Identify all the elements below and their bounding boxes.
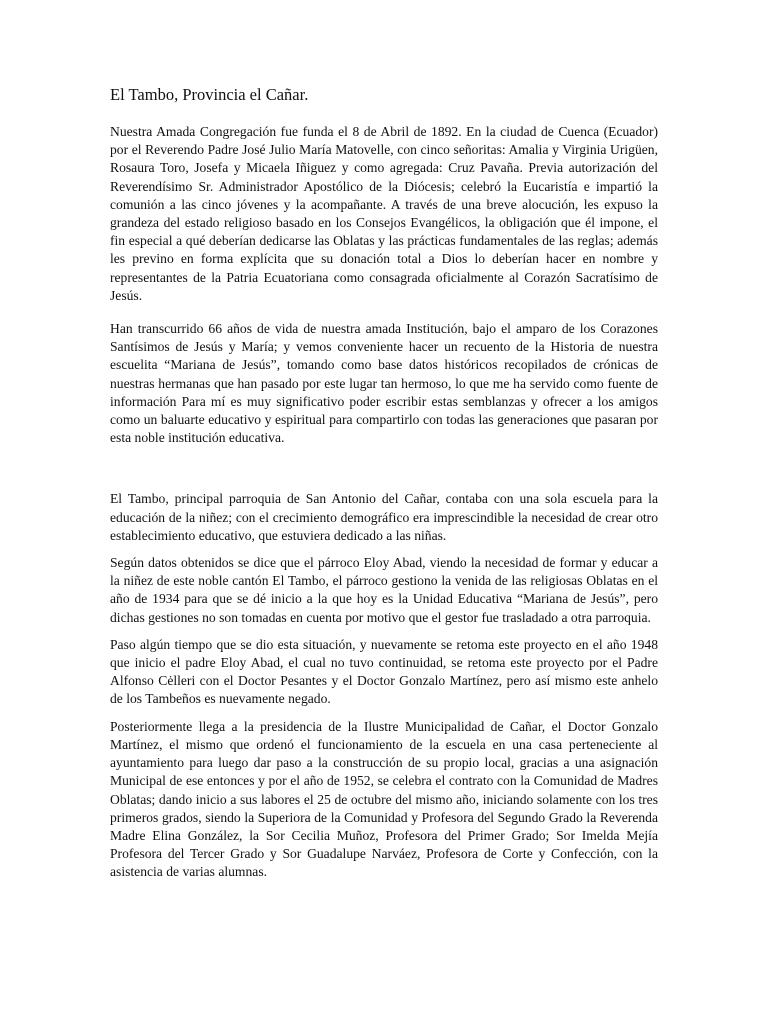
document-page (110, 84, 658, 882)
paragraph-project-1948: Paso algún tiempo que se dio esta situación, y nuevamente se retoma este proyecto en el año 1948 que inicio el padre Eloy Abad, el cual no tuvo continuidad, se retoma este proyecto por el Padre Alfonso Cėlleri con el Doctor Pesantes y el Doctor Gonzalo Martínez, pero así mismo este anhelo de los Tambeños es nuevamente negado. (110, 636, 658, 707)
paragraph-institution-history: Han transcurrido 66 años de vida de nuestra amada Institución, bajo el amparo de los Corazones Santísimos de Jesús y María; y vemos conveniente hacer un recuento de la Historia de nuestra escuelita “Mariana de Jesús”, tomando como base datos históricos recopilados de crónicas de nuestras hermanas que han pasado por este lugar tan hermoso, lo que me ha servido como fuente de información Para mí es muy significativo poder escribir estas semblanzas y ofrecer a los amigos como un baluarte educativo y espiritual para compartirlo con todas las generaciones que pasaran por esta noble institución educativa. (110, 321, 658, 446)
document-title: El Tambo, Provincia el Cañar. (110, 85, 309, 104)
paragraph-el-tambo-school: El Tambo, principal parroquia de San Antonio del Cañar, contaba con una sola escuela para la educación de la niñez; con el crecimiento demográfico era imprescindible la necesidad de crear otro establecimiento educativo, que estuviera dedicado a las niñas. (110, 491, 658, 543)
paragraph-parroco-eloy-abad: Según datos obtenidos se dice que el párroco Eloy Abad, viendo la necesidad de formar y educar a la niñez de este noble cantón El Tambo, el párroco gestiono la venida de las religiosas Oblatas en el año de 1934 para que se dé inicio a la que hoy es la Unidad Educativa “Mariana de Jesús”, pero dichas gestiones no son tomadas en cuenta por motivo que el gestor fue trasladado a otra parroquia. (110, 555, 658, 625)
paragraph-municipal-presidency: Posteriormente llega a la presidencia de la Ilustre Municipalidad de Cañar, el Doctor Gonzalo Martínez, el mismo que ordenó el funcionamiento de la escuela en una casa perteneciente al ayuntamiento para luego dar paso a la construcción de su propio local, gracias a una asignación Municipal de ese entonces y por el año de 1952, se celebra el contrato con la Comunidad de Madres Oblatas; dando inicio a sus labores el 25 de octubre del mismo año, iniciando solamente con los tres primeros grados, siendo la Superiora de la Comunidad y Profesora del Segundo Grado la Reverenda Madre Elina González, la Sor Cecilia Muñoz, Profesora del Primer Grado; Sor Imelda Mejía Profesora del Tercer Grado y Sor Guadalupe Narváez, Profesora de Corte y Confección, con la asistencia de varias alumnas. (110, 718, 658, 880)
paragraph-congregation-founding: Nuestra Amada Congregación fue funda el 8 de Abril de 1892. En la ciudad de Cuenca (Ecuador) por el Reverendo Padre José Julio María Matovelle, con cinco señoritas: Amalia y Virginia Urigüen, Rosaura Toro, Josefa y Micaela Iñiguez y como agregada: Cruz Pavaña. Previa autorización del Reverendísimo Sr. Administrador Apostólico de la Diócesis; celebró la Eucaristía e impartió la comunión a las cinco jóvenes y la acompañante. A través de una breve alocución, les expuso la grandeza del estado religioso basado en los Consejos Evangélicos, la obligación que él impone, el fin especial a qué deberían dedicarse las Oblatas y las prácticas fundamentales de las reglas; además les previno en forma explícita que su donación total a Dios lo deberían hacer en nombre y representantes de la Patria Ecuatoriana como consagrada oficialmente al Corazón Sacratísimo de Jesús. (110, 124, 658, 303)
